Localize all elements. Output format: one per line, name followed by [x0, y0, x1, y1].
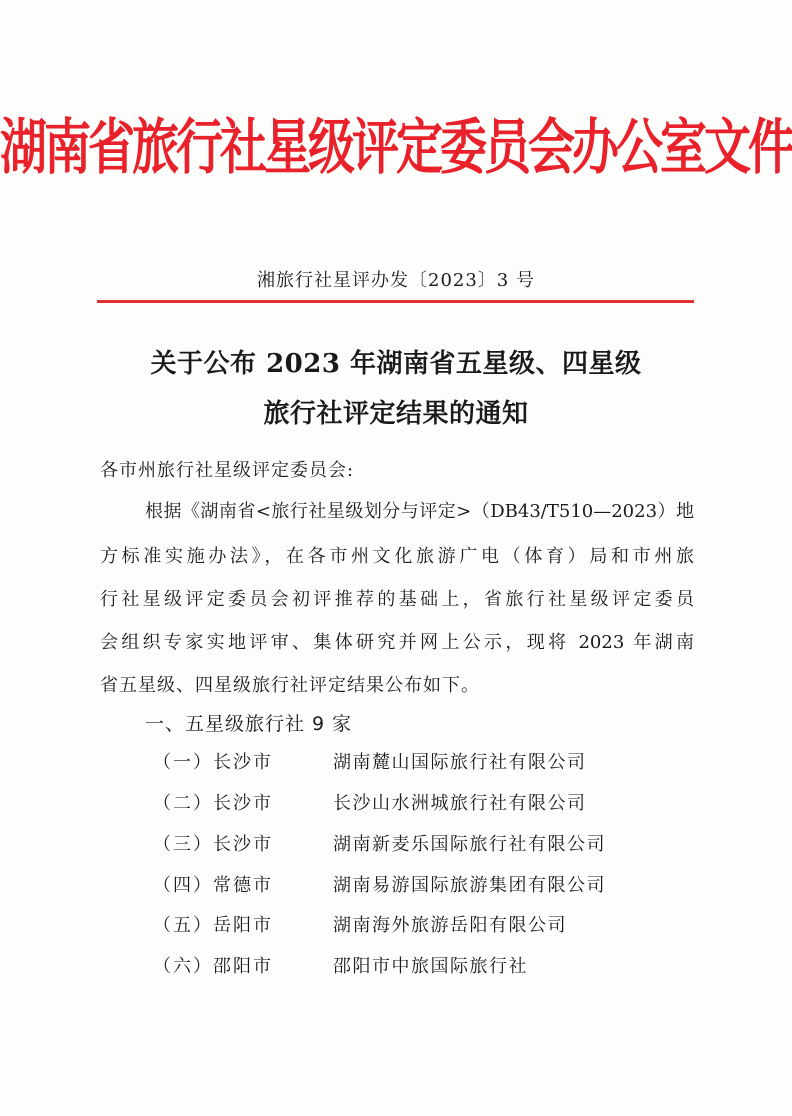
item-city: 常德市 — [213, 875, 273, 896]
item-company: 湖南海外旅游岳阳有限公司 — [333, 915, 567, 936]
item-company: 长沙山水洲城旅行社有限公司 — [333, 793, 587, 814]
list-item — [0, 871, 792, 901]
list-item — [0, 952, 792, 982]
list-item — [0, 830, 792, 860]
paragraph-line: 方标准实施办法》，在各市州文化旅游广电（体育）局和市州旅 — [100, 546, 694, 567]
red-divider — [97, 300, 694, 303]
item-index: （五） — [153, 915, 213, 936]
item-index: （六） — [153, 956, 213, 977]
salutation: 各市州旅行社星级评定委员会: — [100, 460, 355, 481]
notice-title-line-2: 旅行社评定结果的通知 — [263, 399, 529, 429]
item-city: 岳阳市 — [213, 915, 273, 936]
masthead-title: 湖南省旅行社星级评定委员会办公室文件 — [0, 112, 792, 184]
item-index: （三） — [153, 834, 213, 855]
paragraph-line: 根据《湖南省<旅行社星级划分与评定>（DB43/T510—2023）地 — [145, 501, 694, 522]
paragraph-line: 行社星级评定委员会初评推荐的基础上，省旅行社星级评定委员 — [100, 589, 694, 610]
item-index: （一） — [153, 752, 213, 773]
item-city: 长沙市 — [213, 834, 273, 855]
item-company: 湖南麓山国际旅行社有限公司 — [333, 752, 587, 773]
paragraph-line: 省五星级、四星级旅行社评定结果公布如下。 — [100, 675, 480, 696]
list-item — [0, 911, 792, 941]
notice-title-line-1: 关于公布 2023 年湖南省五星级、四星级 — [150, 349, 642, 379]
document-number: 湘旅行社星评办发〔2023〕3 号 — [257, 270, 535, 291]
item-company: 邵阳市中旅国际旅行社 — [333, 956, 528, 977]
list-item — [0, 748, 792, 778]
item-city: 长沙市 — [213, 752, 273, 773]
item-company: 湖南易游国际旅游集团有限公司 — [333, 875, 606, 896]
item-index: （二） — [153, 793, 213, 814]
item-company: 湖南新麦乐国际旅行社有限公司 — [333, 834, 606, 855]
list-item — [0, 789, 792, 819]
item-city: 邵阳市 — [213, 956, 273, 977]
section-heading: 一、五星级旅行社 9 家 — [145, 713, 353, 735]
item-city: 长沙市 — [213, 793, 273, 814]
paragraph-line: 会组织专家实地评审、集体研究并网上公示，现将 2023 年湖南 — [100, 632, 694, 653]
item-index: （四） — [153, 875, 213, 896]
